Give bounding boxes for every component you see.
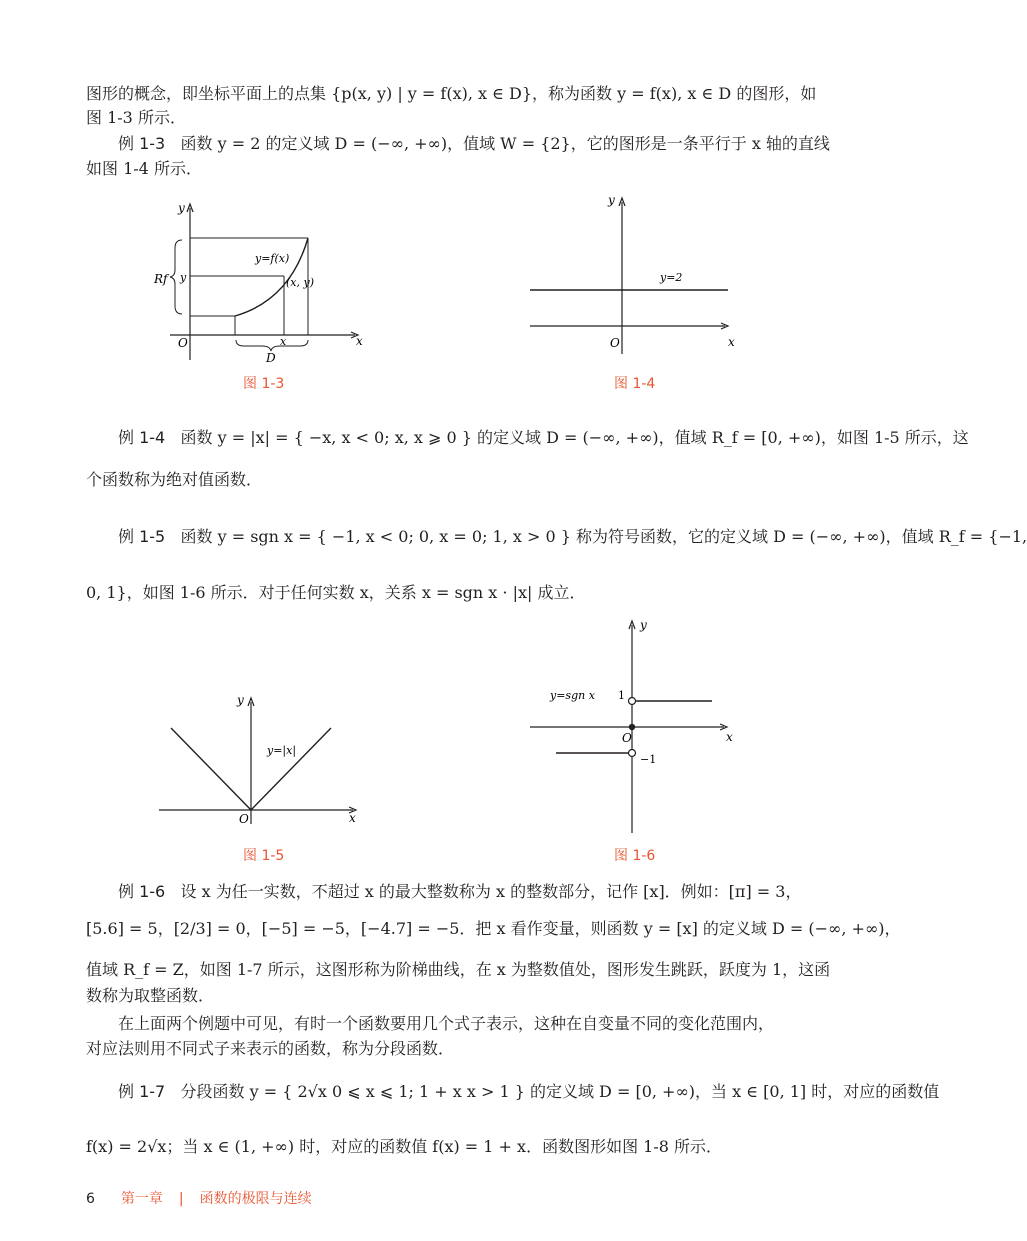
domain-label: D: [266, 351, 276, 365]
example-text: 设 x 为任一实数，不超过 x 的最大整数称为 x 的整数部分，记作 [x]．例如：[π] = 3，: [180, 882, 802, 901]
text-line: [5.6] = 5，[2/3] = 0，[−5] = −5，[−4.7] = −5．把 x 看作变量，则函数 y = [x] 的定义域 D = (−∞, +∞)，: [86, 919, 901, 938]
example-label: 例 1-3: [118, 134, 166, 153]
page-footer: [86, 1188, 312, 1208]
example-text: 函数 y = 2 的定义域 D = (−∞, +∞)，值域 W = {2}，它的图形是一条平行于 x 轴的直线: [180, 134, 830, 153]
origin-label: O: [239, 812, 249, 826]
example-label: 例 1-4: [118, 428, 166, 447]
figure-caption: 图 1-4: [614, 376, 656, 392]
section-title: 函数的极限与连续: [199, 1191, 312, 1207]
x-axis-label: x: [728, 335, 735, 349]
text-line: 值域 R_f = Z，如图 1-7 所示，这图形称为阶梯曲线，在 x 为整数值处，图形发生跳跃，跃度为 1，这函: [86, 960, 831, 979]
footer-separator: |: [178, 1191, 184, 1207]
tick-label-minus-1: −1: [640, 753, 657, 766]
text-line: 0, 1}，如图 1-6 所示．对于任何实数 x，关系 x = sgn x · |x| 成立．: [86, 583, 586, 602]
example-text: 函数 y = |x| = { −x, x < 0; x, x ⩾ 0 } 的定义域 D = (−∞, +∞)，值域 R_f = [0, +∞)，如图 1-5 所示，这: [180, 428, 969, 447]
origin-label: O: [622, 731, 632, 745]
example-1-3: [86, 132, 830, 156]
x-axis-label: x: [349, 811, 356, 825]
text-line: 在上面两个例题中可见，有时一个函数要用几个式子表示，这种在自变量不同的变化范围内，: [118, 1014, 775, 1033]
curve-label: y=sgn x: [550, 689, 595, 702]
y-value-label: y: [180, 271, 187, 284]
y-axis-label: y: [608, 193, 615, 207]
example-label: 例 1-5: [118, 527, 166, 546]
point-label: (x, y): [286, 276, 314, 289]
y-axis-label: y: [640, 618, 647, 632]
x-axis-label: x: [356, 334, 363, 348]
y-axis-label: y: [178, 201, 185, 215]
text-line: 如图 1-4 所示．: [86, 159, 202, 178]
tick-label-1: 1: [618, 689, 625, 702]
origin-label: O: [178, 336, 188, 350]
example-1-7: [86, 1080, 940, 1104]
figure-1-3: [150, 200, 380, 370]
range-label: Rf: [154, 272, 168, 286]
chapter-label: 第一章: [120, 1191, 163, 1207]
example-text: 函数 y = sgn x = { −1, x < 0; 0, x = 0; 1, x > 0 } 称为符号函数，它的定义域 D = (−∞, +∞)，值域 R_f = {−1,: [180, 527, 1027, 546]
text-line: 对应法则用不同式子来表示的函数，称为分段函数．: [86, 1039, 455, 1058]
curve-label: y=|x|: [267, 744, 297, 757]
text-line: f(x) = 2√x；当 x ∈ (1, +∞) 时，对应的函数值 f(x) = 1 + x．函数图形如图 1-8 所示．: [86, 1137, 723, 1156]
example-text: 分段函数 y = { 2√x 0 ⩽ x ⩽ 1; 1 + x x > 1 } 的定义域 D = [0, +∞)，当 x ∈ [0, 1] 时，对应的函数值: [180, 1082, 940, 1101]
text-line: 个函数称为绝对值函数．: [86, 470, 263, 489]
example-1-6: [86, 880, 816, 904]
example-label: 例 1-7: [118, 1082, 166, 1101]
figure-caption: 图 1-5: [243, 848, 285, 864]
figure-1-5: [155, 690, 375, 830]
line-label: y=2: [660, 271, 683, 284]
origin-label: O: [610, 336, 620, 350]
figure-1-4: [520, 192, 750, 362]
figure-caption: 图 1-6: [614, 848, 656, 864]
page-number: 6: [86, 1191, 95, 1207]
text-line: 图 1-3 所示．: [86, 108, 186, 127]
y-axis-label: y: [237, 693, 244, 707]
x-value-label: x: [280, 335, 287, 348]
figure-1-6: [530, 615, 750, 835]
text-line: 数称为取整函数．: [86, 986, 215, 1005]
text-line: 图形的概念，即坐标平面上的点集 {p(x, y) | y = f(x), x ∈ D}，称为函数 y = f(x), x ∈ D 的图形，如: [86, 84, 817, 103]
example-label: 例 1-6: [118, 882, 166, 901]
curve-label: y=f(x): [255, 252, 290, 265]
x-axis-label: x: [726, 730, 733, 744]
example-1-4: [86, 426, 969, 450]
figure-caption: 图 1-3: [243, 376, 285, 392]
example-1-5: [86, 525, 1027, 549]
